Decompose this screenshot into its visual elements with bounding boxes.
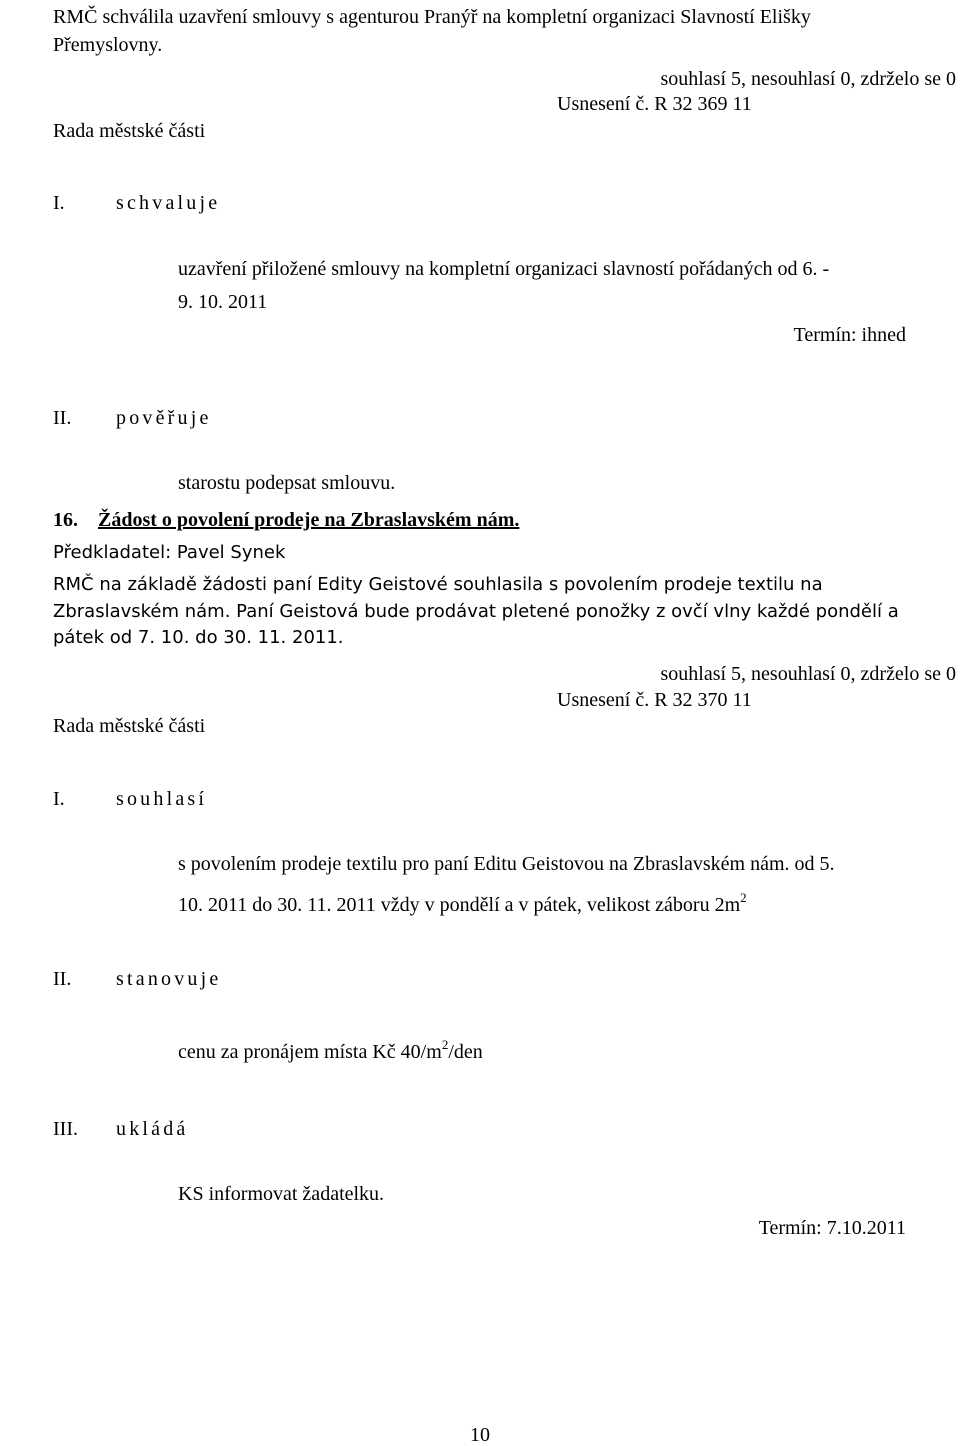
resolution-number-1: Usnesení č. R 32 369 11 xyxy=(557,93,752,115)
item-text: starostu podepsat smlouvu. xyxy=(178,472,396,494)
item-verb-poveruje: pověřuje xyxy=(116,407,212,429)
item-numeral: II. xyxy=(53,968,72,990)
resolution-number-2: Usnesení č. R 32 370 11 xyxy=(557,689,752,711)
deadline: Termín: 7.10.2011 xyxy=(758,1217,906,1239)
vote-result-1: souhlasí 5, nesouhlasí 0, zdrželo se 0 xyxy=(660,68,956,90)
item-text-line-1: s povolením prodeje textilu pro paní Editu Geistovou na Zbraslavském nám. od 5. xyxy=(178,853,835,875)
item-text: KS informovat žadatelku. xyxy=(178,1183,385,1205)
intro-line-1: RMČ schválila uzavření smlouvy s agenturou Pranýř na kompletní organizaci Slavností Elišky xyxy=(53,6,811,28)
description-line-3: pátek od 7. 10. do 30. 11. 2011. xyxy=(53,627,344,648)
intro-line-2: Přemyslovny. xyxy=(53,34,163,56)
description-line-2: Zbraslavském nám. Paní Geistová bude prodávat pletené ponožky z ovčí vlny každé pondělí a xyxy=(53,601,899,622)
item-verb-schvaluje: schvaluje xyxy=(116,192,221,214)
item-numeral: I. xyxy=(53,788,65,810)
superscript: 2 xyxy=(441,1037,449,1052)
agenda-item-title: Žádost o povolení prodeje na Zbraslavském nám. xyxy=(98,509,520,531)
description-line-1: RMČ na základě žádosti paní Edity Geistové souhlasila s povolením prodeje textilu na xyxy=(53,574,823,595)
item-text-line-1: uzavření přiložené smlouvy na kompletní organizaci slavností pořádaných od 6. - xyxy=(178,258,830,280)
item-verb-souhlasi: souhlasí xyxy=(116,788,208,810)
superscript: 2 xyxy=(740,890,747,905)
item-text-line-2: 9. 10. 2011 xyxy=(178,291,268,313)
deadline: Termín: ihned xyxy=(793,324,906,346)
item-numeral: III. xyxy=(53,1118,78,1140)
agenda-item-number: 16. xyxy=(53,509,78,531)
item-verb-uklada: ukládá xyxy=(116,1118,189,1140)
item-numeral: II. xyxy=(53,407,72,429)
presenter: Předkladatel: Pavel Synek xyxy=(53,542,286,563)
item-verb-stanovuje: stanovuje xyxy=(116,968,222,990)
item-text-line-2: 10. 2011 do 30. 11. 2011 vždy v pondělí a v pátek, velikost záboru $2m^2$ xyxy=(178,890,747,916)
item-numeral: I. xyxy=(53,192,65,214)
council-label-1: Rada městské části xyxy=(53,120,206,142)
vote-result-2: souhlasí 5, nesouhlasí 0, zdrželo se 0 xyxy=(660,663,956,685)
council-label-2: Rada městské části xyxy=(53,715,206,737)
page-number: 10 xyxy=(470,1424,490,1446)
item-text: cenu za pronájem místa Kč $40/m^2$/den xyxy=(178,1037,483,1063)
